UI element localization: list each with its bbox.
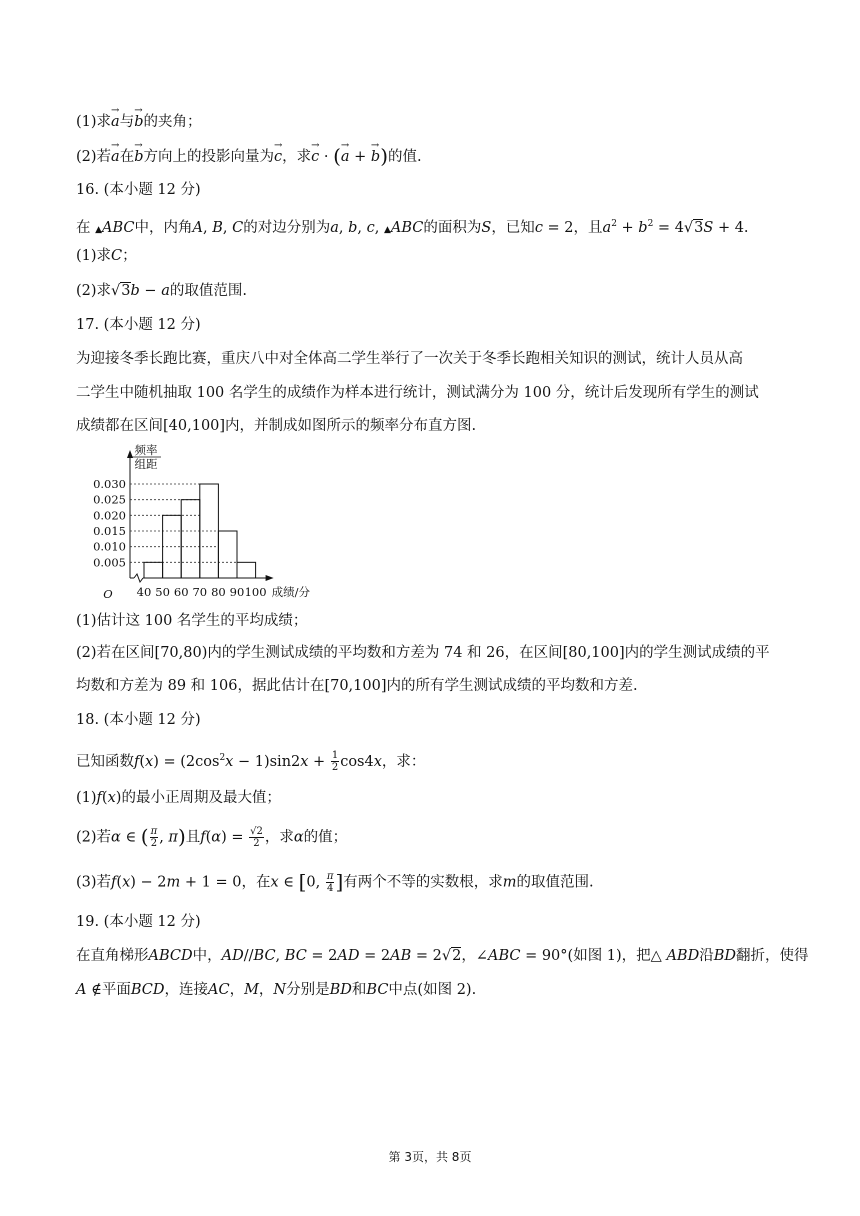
- x-tick-label: 60: [173, 585, 189, 599]
- q17-text-1: 为迎接冬季长跑比赛，重庆八中对全体高二学生举行了一次关于冬季长跑相关知识的测试，统计人员从高: [76, 351, 743, 367]
- y-axis-label-top: 频率: [134, 443, 158, 457]
- x-axis-break: [134, 574, 143, 582]
- q18-header: 18. (本小题 12 分): [76, 712, 201, 728]
- q16-text: 在 ▲ABC中，内角A, B, C的对边分别为a, b, c, ▲ABC的面积为S，已知c = 2，且$a^2 + b^2 = 4√3S + 4$.: [76, 219, 749, 236]
- q18-part2: (2)若α ∈ ( $\frac{\pi}{2}$ , π)且f(α) = $\frac{√2}{2}$ ，求α的值；: [76, 824, 348, 849]
- q16-header: 16. (本小题 12 分): [76, 182, 201, 198]
- y-tick-label: 0.030: [93, 477, 126, 491]
- histogram-bar: [144, 562, 163, 578]
- y-axis-label-bottom: 组距: [134, 457, 158, 471]
- q19-text-2: A ∉平面BCD，连接AC，M，N分别是BD和BC中点(如图 2).: [76, 982, 477, 998]
- q17-header: 17. (本小题 12 分): [76, 317, 201, 333]
- histogram-chart: [76, 442, 346, 612]
- q18-text: 已知函数$f(x) = (2\cos^2x - 1)\sin 2x$ + $\frac{1}{2}$ cos4x，求：: [76, 750, 426, 774]
- page-footer: 第 3页，共 8页: [388, 1150, 472, 1164]
- y-tick-label: 0.015: [93, 524, 126, 538]
- x-tick-label: 100: [244, 585, 267, 599]
- x-tick-label: 70: [192, 585, 208, 599]
- q15-part2: (2)若→ a在→ b方向上的投影向量为→ c，求→ c · (→ a + → b)的值.: [76, 146, 422, 167]
- histogram-bar: [237, 562, 256, 578]
- y-tick-label: 0.010: [93, 539, 126, 554]
- q19-text-1: 在直角梯形ABCD中，AD//BC, BC = 2AD = 2AB = 2√2，∠ABC = 90°(如图 1)，把△ ABD沿BD翻折，使得: [76, 948, 809, 964]
- q17-part2-b: 均数和方差为 89 和 106，据此估计在[70,100]内的所有学生测试成绩的平均数和方差.: [76, 678, 638, 694]
- x-axis-label: 成绩/分: [271, 585, 310, 599]
- x-tick-label: 50: [155, 585, 170, 599]
- histogram-bar: [218, 531, 237, 578]
- q17-part2-a: (2)若在区间[70,80)内的学生测试成绩的平均数和方差为 74 和 26，在区间[80,100]内的学生测试成绩的平: [76, 645, 770, 661]
- q17-text-2: 二学生中随机抽取 100 名学生的成绩作为样本进行统计，测试满分为 100 分，统计后发现所有学生的测试: [76, 385, 759, 401]
- q17-text-3: 成绩都在区间[40,100]内，并制成如图所示的频率分布直方图.: [76, 418, 477, 434]
- q18-part3: (3)若f(x) − 2m + 1 = 0，在x ∈ [0, $\frac{\pi}{4}$ ]有两个不等的实数根，求m的取值范围.: [76, 869, 594, 894]
- q15-part1: (1)求→ a与→ b的夹角；: [76, 112, 202, 132]
- x-axis-arrow: [266, 575, 274, 581]
- histogram-bar: [181, 500, 200, 578]
- q16-part1: (1)求C；: [76, 248, 137, 264]
- q18-part1: (1)f(x)的最小正周期及最大值；: [76, 790, 281, 806]
- q17-part1: (1)估计这 100 名学生的平均成绩；: [76, 613, 308, 629]
- q19-header: 19. (本小题 12 分): [76, 914, 201, 930]
- y-tick-label: 0.025: [93, 492, 126, 507]
- x-tick-label: 40: [136, 585, 152, 599]
- q16-part2: (2)求√3b − a的取值范围.: [76, 283, 247, 299]
- x-tick-label: 80: [211, 585, 226, 599]
- y-tick-label: 0.005: [93, 555, 126, 570]
- origin-label: O: [103, 587, 113, 601]
- x-tick-label: 90: [229, 585, 245, 599]
- y-tick-label: 0.020: [93, 508, 126, 523]
